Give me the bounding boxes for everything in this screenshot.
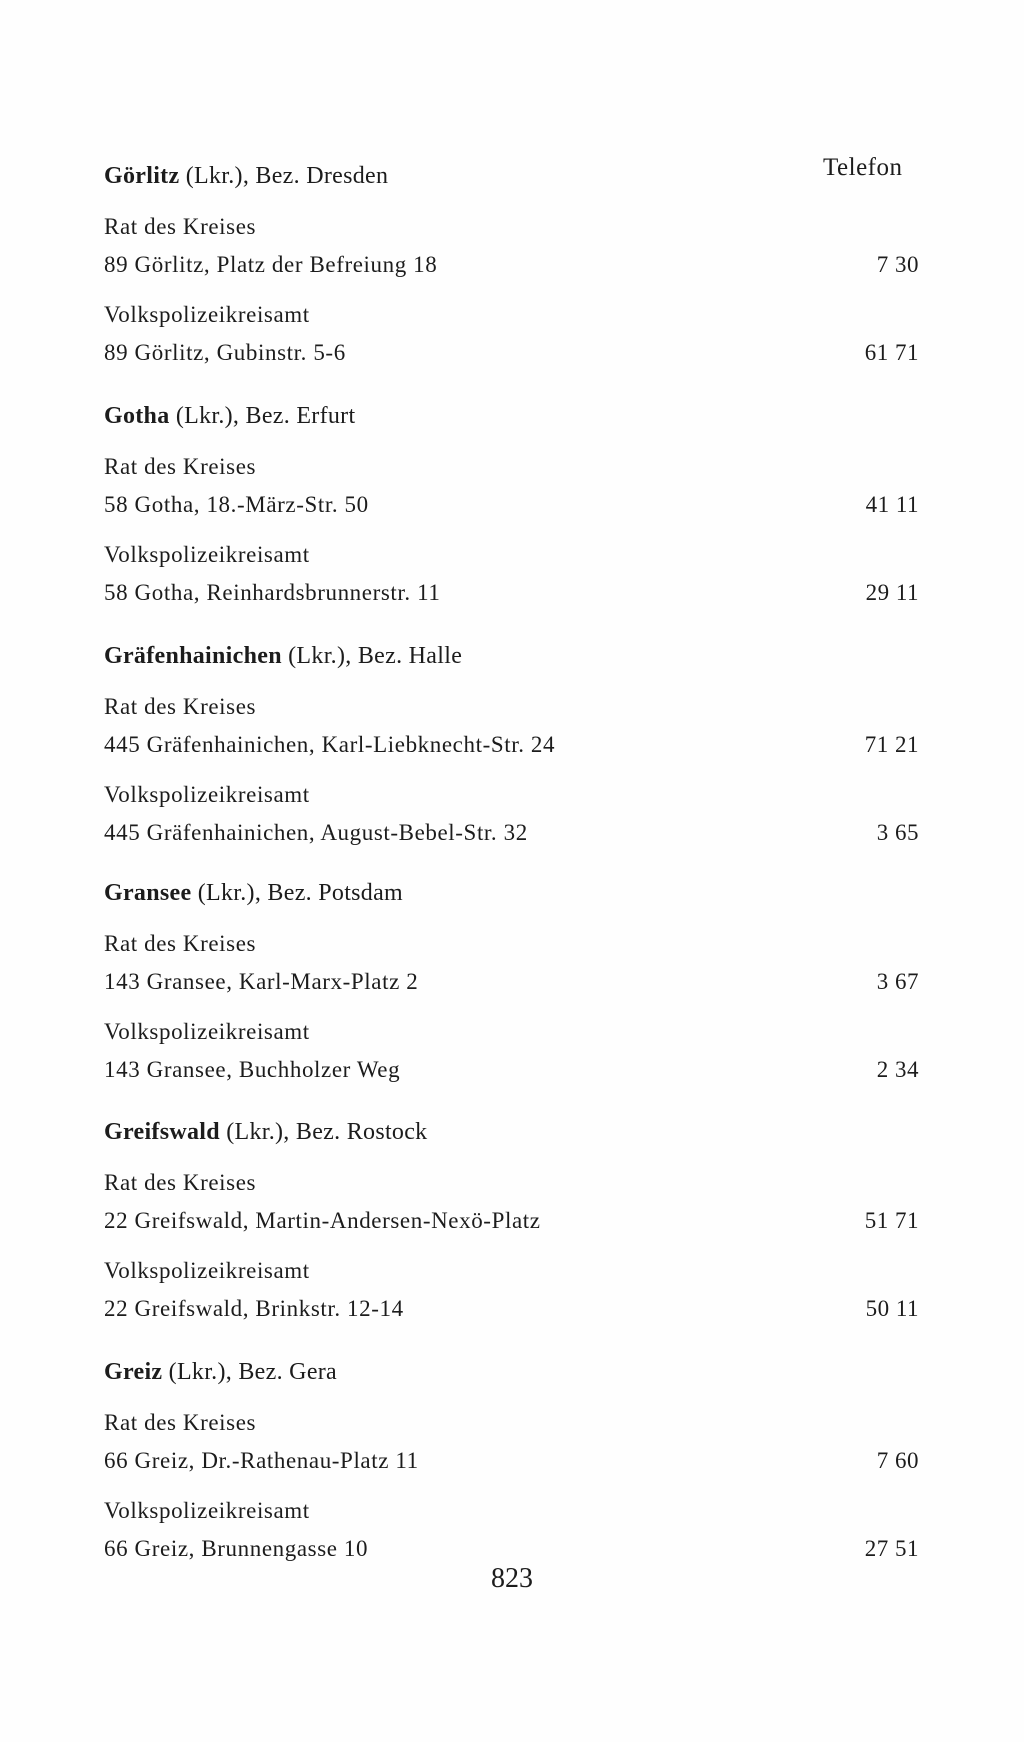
entry-title: Volkspolizeikreisamt bbox=[104, 1258, 310, 1283]
entry-phone: 3 67 bbox=[876, 969, 919, 994]
district-name: Gräfenhainichen bbox=[104, 643, 282, 669]
district-name: Gotha bbox=[104, 403, 170, 429]
entry-address: 58 Gotha, Reinhardsbrunnerstr. 11 bbox=[104, 580, 441, 605]
district-section-gotha bbox=[104, 396, 919, 612]
entry-phone: 7 60 bbox=[876, 1448, 919, 1473]
district-heading bbox=[104, 1352, 919, 1392]
entry-title: Rat des Kreises bbox=[104, 931, 257, 956]
district-section-greiz bbox=[104, 1352, 919, 1568]
entry-address-row bbox=[104, 1051, 919, 1089]
entry-address-row bbox=[104, 1442, 919, 1480]
entry-address-row bbox=[104, 726, 919, 764]
entry-title: Rat des Kreises bbox=[104, 1410, 257, 1435]
entry-phone: 50 11 bbox=[865, 1296, 919, 1321]
phone-column-header: Telefon bbox=[823, 154, 903, 181]
district-section-greifswald bbox=[104, 1112, 919, 1328]
entry-phone: 71 21 bbox=[864, 732, 919, 757]
entry-address: 22 Greifswald, Martin-Andersen-Nexö-Platz bbox=[104, 1208, 541, 1233]
entry-title: Rat des Kreises bbox=[104, 1170, 257, 1195]
district-suffix: (Lkr.), Bez. Gera bbox=[162, 1359, 338, 1385]
directory-entry bbox=[104, 776, 919, 852]
entry-title: Volkspolizeikreisamt bbox=[104, 542, 310, 567]
entry-phone: 29 11 bbox=[865, 580, 919, 605]
district-name: Greiz bbox=[104, 1359, 163, 1385]
entry-address-row bbox=[104, 334, 919, 372]
directory-entry bbox=[104, 536, 919, 612]
entry-phone: 27 51 bbox=[864, 1536, 919, 1561]
entry-title: Rat des Kreises bbox=[104, 454, 257, 479]
entry-title: Volkspolizeikreisamt bbox=[104, 782, 310, 807]
district-name: Greifswald bbox=[104, 1119, 220, 1145]
entry-address: 445 Gräfenhainichen, August-Bebel-Str. 32 bbox=[104, 820, 528, 845]
entry-phone: 51 71 bbox=[864, 1208, 919, 1233]
directory-entry bbox=[104, 925, 919, 1001]
district-suffix: (Lkr.), Bez. Rostock bbox=[219, 1119, 428, 1145]
entry-address: 66 Greiz, Dr.-Rathenau-Platz 11 bbox=[104, 1448, 419, 1473]
entry-title: Volkspolizeikreisamt bbox=[104, 1498, 310, 1523]
directory-entry bbox=[104, 1164, 919, 1240]
entry-title: Rat des Kreises bbox=[104, 214, 257, 239]
entry-title: Rat des Kreises bbox=[104, 694, 257, 719]
directory-entry bbox=[104, 208, 919, 284]
entry-address: 22 Greifswald, Brinkstr. 12-14 bbox=[104, 1296, 404, 1321]
directory-entry bbox=[104, 296, 919, 372]
entry-address-row bbox=[104, 246, 919, 284]
district-suffix: (Lkr.), Bez. Dresden bbox=[179, 163, 389, 189]
entry-address: 66 Greiz, Brunnengasse 10 bbox=[104, 1536, 369, 1561]
district-name: Gransee bbox=[104, 880, 192, 906]
entry-address-row bbox=[104, 1290, 919, 1328]
entry-address-row bbox=[104, 1202, 919, 1240]
district-heading bbox=[104, 156, 919, 196]
directory-entry bbox=[104, 1492, 919, 1568]
directory-entry bbox=[104, 448, 919, 524]
district-suffix: (Lkr.), Bez. Halle bbox=[281, 643, 463, 669]
district-heading bbox=[104, 1112, 919, 1152]
entry-address-row bbox=[104, 814, 919, 852]
district-suffix: (Lkr.), Bez. Potsdam bbox=[191, 880, 404, 906]
entry-address: 143 Gransee, Karl-Marx-Platz 2 bbox=[104, 969, 419, 994]
entry-address-row bbox=[104, 486, 919, 524]
entry-address: 445 Gräfenhainichen, Karl-Liebknecht-Str. 24 bbox=[104, 732, 556, 757]
district-heading bbox=[104, 396, 919, 436]
entry-title: Volkspolizeikreisamt bbox=[104, 302, 310, 327]
directory-entry bbox=[104, 1013, 919, 1089]
district-heading bbox=[104, 873, 919, 913]
entry-address: 89 Görlitz, Platz der Befreiung 18 bbox=[104, 252, 438, 277]
district-section-gransee bbox=[104, 873, 919, 1089]
district-name: Görlitz bbox=[104, 163, 180, 189]
entry-address-row bbox=[104, 963, 919, 1001]
entry-address: 58 Gotha, 18.-März-Str. 50 bbox=[104, 492, 369, 517]
entry-phone: 7 30 bbox=[876, 252, 919, 277]
entry-phone: 61 71 bbox=[864, 340, 919, 365]
district-section-goerlitz bbox=[104, 156, 919, 372]
directory-entry bbox=[104, 1252, 919, 1328]
entry-address: 89 Görlitz, Gubinstr. 5-6 bbox=[104, 340, 346, 365]
entry-phone: 41 11 bbox=[865, 492, 919, 517]
entry-address-row bbox=[104, 574, 919, 612]
page-number: 823 bbox=[491, 1563, 533, 1594]
entry-address: 143 Gransee, Buchholzer Weg bbox=[104, 1057, 401, 1082]
directory-entry bbox=[104, 1404, 919, 1480]
entry-phone: 3 65 bbox=[876, 820, 919, 845]
entry-title: Volkspolizeikreisamt bbox=[104, 1019, 310, 1044]
district-suffix: (Lkr.), Bez. Erfurt bbox=[169, 403, 356, 429]
district-section-graefenhainichen bbox=[104, 636, 919, 852]
district-heading bbox=[104, 636, 919, 676]
entry-phone: 2 34 bbox=[876, 1057, 919, 1082]
directory-entry bbox=[104, 688, 919, 764]
